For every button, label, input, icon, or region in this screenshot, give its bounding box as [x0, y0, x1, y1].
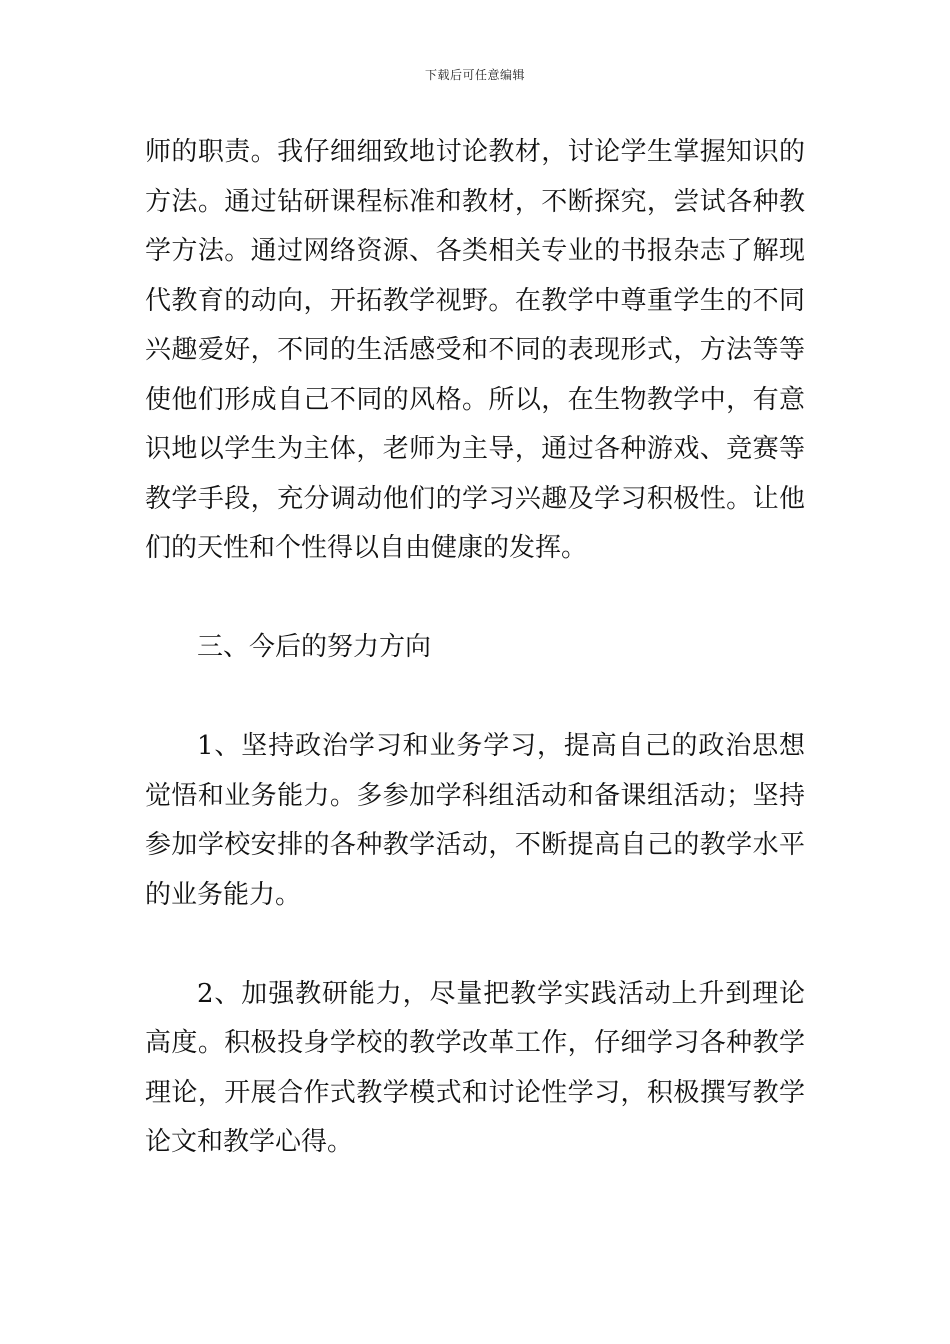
paragraph-intro: 师的职责。我仔细细致地讨论教材，讨论学生掌握知识的方法。通过钻研课程标准和教材，不断探究，尝试各种教学方法。通过网络资源、各类相关专业的书报杂志了解现代教育的动向，开拓教学视野。在教学中尊重学生的不同兴趣爱好，不同的生活感受和不同的表现形式，方法等等使他们形成自己不同的风格。所以，在生物教学中，有意识地以学生为主体，老师为主导，通过各种游戏、竞赛等教学手段，充分调动他们的学习兴趣及学习积极性。让他们的天性和个性得以自由健康的发挥。	[145, 137, 805, 563]
section-heading: 三、今后的努力方向	[197, 632, 432, 662]
paragraph-spacer	[145, 574, 805, 624]
list-item-2: 2、加强教研能力，尽量把教学实践活动上升到理论高度。积极投身学校的教学改革工作，仔细学习各种教学理论，开展合作式教学模式和讨论性学习，积极撰写教学论文和教学心得。	[145, 978, 805, 1157]
paragraph-spacer	[145, 920, 805, 970]
page-header-note: 下载后可任意编辑	[424, 68, 525, 82]
list-item-1: 1、坚持政治学习和业务学习，提高自己的政治思想觉悟和业务能力。多参加学科组活动和备课组活动；坚持参加学校安排的各种教学活动，不断提高自己的教学水平的业务能力。	[145, 731, 805, 910]
paragraph-spacer	[145, 673, 805, 723]
document-body	[145, 128, 805, 1168]
